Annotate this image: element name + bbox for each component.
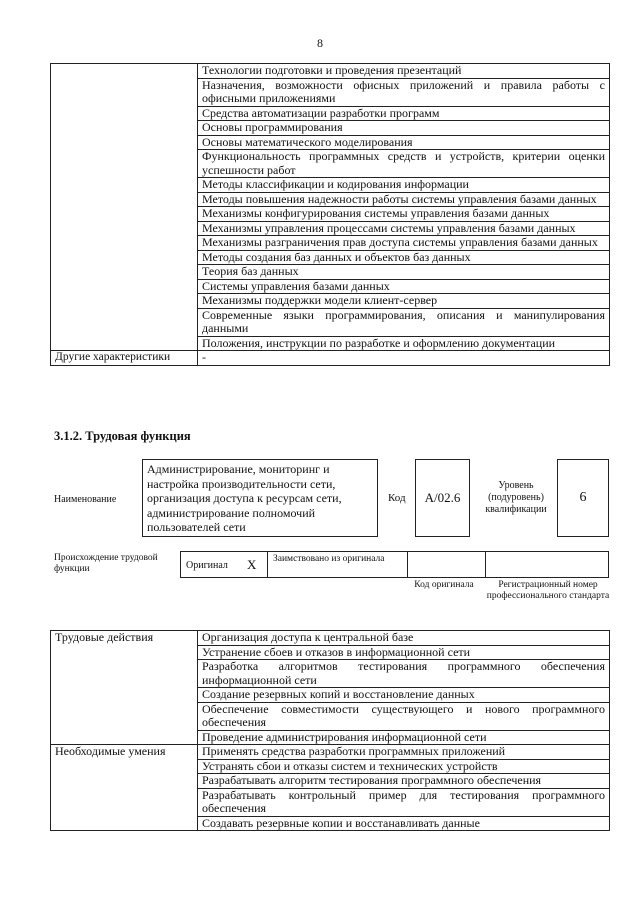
- knowledge-row-text: Механизмы конфигурирования системы управления базами данных: [198, 207, 610, 222]
- labor-action-row-text: Устранение сбоев и отказов в информационной сети: [198, 645, 610, 660]
- function-code: A/02.6: [415, 459, 470, 537]
- divider: [407, 551, 408, 578]
- reg-caption: Регистрационный номер профессионального стандарта: [486, 580, 610, 601]
- labor-action-row-text: Разработка алгоритмов тестирования программного обеспечения информационной сети: [198, 660, 610, 688]
- labor-actions-label: Трудовые действия: [51, 631, 198, 745]
- labor-action-row: [51, 631, 610, 646]
- level-value: 6: [557, 459, 609, 537]
- code-caption: Код оригинала: [414, 580, 474, 590]
- knowledge-row-text: Основы математического моделирования: [198, 135, 610, 150]
- knowledge-row-text: Теория баз данных: [198, 265, 610, 280]
- other-label: Другие характеристики: [51, 351, 198, 366]
- knowledge-table: [50, 63, 610, 366]
- labor-action-row-text: Проведение администрирования информационной сети: [198, 730, 610, 745]
- name-label: Наименование: [54, 494, 117, 505]
- skill-row-text: Применять средства разработки программных приложений: [198, 745, 610, 760]
- knowledge-row-text: Механизмы управления процессами системы управления базами данных: [198, 221, 610, 236]
- level-label: Уровень (подуровень) квалификации: [485, 480, 547, 515]
- other-value: -: [198, 351, 610, 366]
- skill-row-text: Разрабатывать алгоритм тестирования программного обеспечения: [198, 774, 610, 789]
- other-row: [51, 351, 610, 366]
- origin-label: Происхождение трудовой функции: [54, 553, 158, 574]
- skill-row-text: Устранять сбои и отказы систем и технических устройств: [198, 759, 610, 774]
- knowledge-row-text: Методы создания баз данных и объектов баз данных: [198, 250, 610, 265]
- knowledge-row-text: Функциональность программных средств и устройств, критерии оценки успешности работ: [198, 150, 610, 178]
- knowledge-label-cell: [51, 64, 198, 351]
- original-label: Оригинал: [186, 560, 228, 571]
- origin-box: [180, 551, 609, 578]
- labor-action-row-text: Создание резервных копий и восстановление данных: [198, 688, 610, 703]
- knowledge-row-text: Механизмы разграничения прав доступа системы управления базами данных: [198, 236, 610, 251]
- labor-action-row-text: Обеспечение совместимости существующего и нового программного обеспечения: [198, 702, 610, 730]
- knowledge-row-text: Основы программирования: [198, 121, 610, 136]
- knowledge-row-text: Методы повышения надежности работы системы управления базами данных: [198, 192, 610, 207]
- skill-row: [51, 745, 610, 760]
- labor-table: [50, 630, 610, 831]
- divider: [267, 551, 268, 578]
- labor-action-row-text: Организация доступа к центральной базе: [198, 631, 610, 646]
- skills-label: Необходимые умения: [51, 745, 198, 831]
- knowledge-row-text: Назначения, возможности офисных приложений и правила работы с офисными приложениями: [198, 78, 610, 106]
- divider: [485, 551, 486, 578]
- borrowed-label: Заимствовано из оригинала: [273, 554, 385, 564]
- knowledge-row: [51, 64, 610, 79]
- skill-row-text: Разрабатывать контрольный пример для тестирования программного обеспечения: [198, 788, 610, 816]
- code-label: Код: [388, 492, 406, 504]
- section-title: 3.1.2. Трудовая функция: [54, 429, 191, 443]
- original-mark: X: [247, 557, 257, 572]
- page-number: 8: [317, 36, 323, 50]
- knowledge-row-text: Системы управления базами данных: [198, 279, 610, 294]
- knowledge-row-text: Положения, инструкции по разработке и оформлению документации: [198, 336, 610, 351]
- knowledge-row-text: Современные языки программирования, описания и манипулирования данными: [198, 308, 610, 336]
- skill-row-text: Создавать резервные копии и восстанавливать данные: [198, 816, 610, 831]
- knowledge-row-text: Средства автоматизации разработки программ: [198, 106, 610, 121]
- knowledge-row-text: Методы классификации и кодирования информации: [198, 178, 610, 193]
- function-name: Администрирование, мониторинг и настройка производительности сети, организация доступа к ресурсам сети, администрирование полномочий пользователей сети: [142, 459, 378, 537]
- knowledge-row-text: Технологии подготовки и проведения презентаций: [198, 64, 610, 79]
- knowledge-row-text: Механизмы поддержки модели клиент-сервер: [198, 294, 610, 309]
